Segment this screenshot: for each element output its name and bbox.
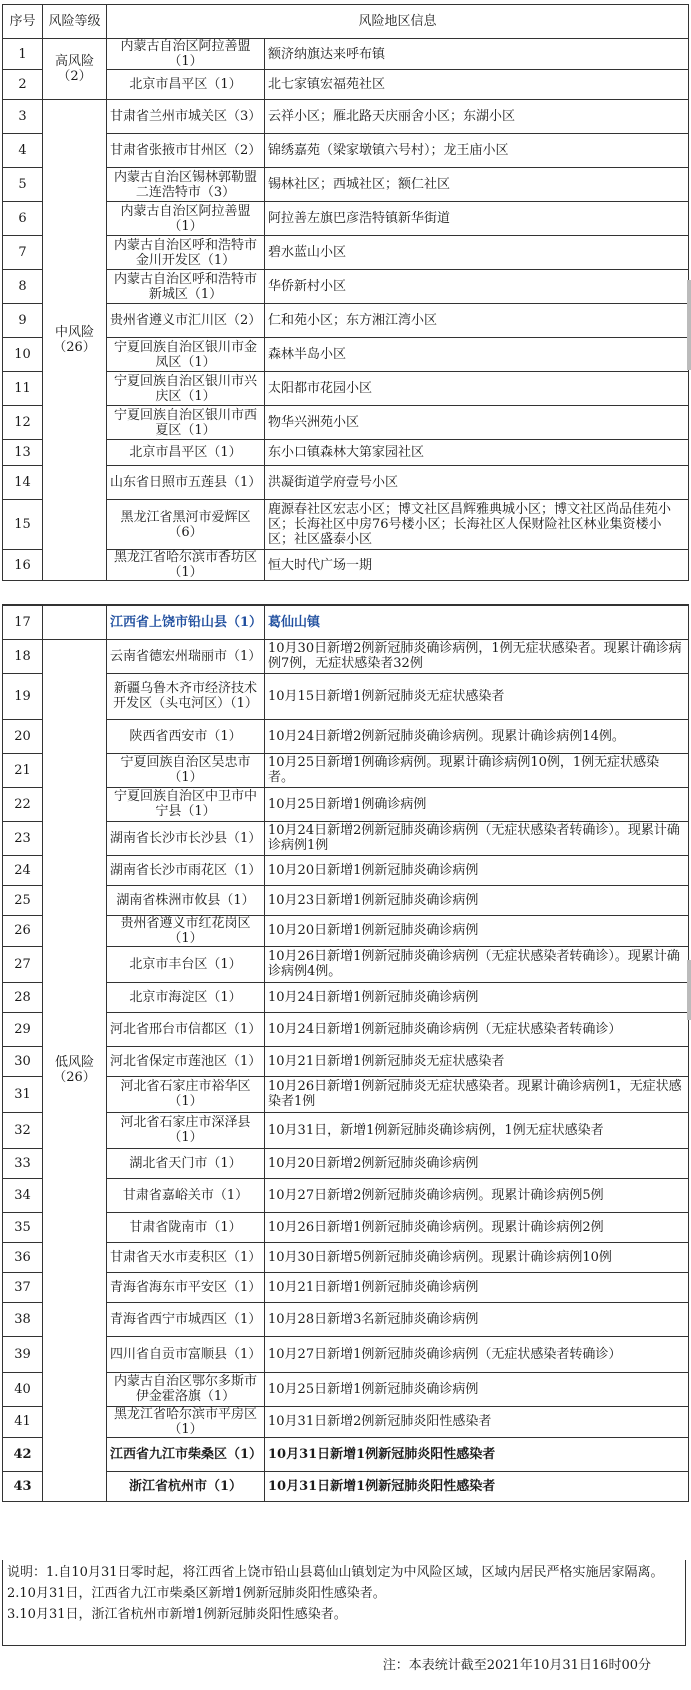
row-area: 青海省西宁市城西区（1）	[107, 1302, 265, 1336]
row-area: 黑龙江省黑河市爱辉区（6）	[107, 500, 265, 550]
row-info: 10月26日新增1例新冠肺炎确诊病例（无症状感染者转确诊）。现累计确诊病例4例。	[265, 946, 689, 982]
row-info: 云祥小区；雁北路天庆丽舍小区；东湖小区	[265, 100, 689, 134]
row-no: 23	[3, 821, 43, 855]
row-info: 10月21日新增1例新冠肺炎无症状感染者	[265, 1046, 689, 1076]
row-no: 5	[3, 168, 43, 202]
row-area: 江西省上饶市铅山县（1）	[107, 605, 265, 639]
row-no: 11	[3, 372, 43, 406]
row-no: 16	[3, 550, 43, 581]
row-info: 物华兴洲苑小区	[265, 406, 689, 440]
note-line-3: 3.10月31日，浙江省杭州市新增1例新冠肺炎阳性感染者。	[7, 1607, 347, 1622]
risk-table-top	[2, 4, 689, 581]
row-area: 浙江省杭州市（1）	[107, 1471, 265, 1501]
row-no: 36	[3, 1242, 43, 1272]
row-info: 北七家镇宏福苑社区	[265, 70, 689, 100]
row-area: 云南省德宏州瑞丽市（1）	[107, 639, 265, 673]
row-info: 10月23日新增1例新冠肺炎确诊病例	[265, 885, 689, 915]
row-area: 贵州省遵义市汇川区（2）	[107, 304, 265, 338]
row-no: 27	[3, 946, 43, 982]
row-no: 24	[3, 855, 43, 885]
row-info: 10月31日新增2例新冠肺炎阳性感染者	[265, 1406, 689, 1437]
row-info: 10月31日新增1例新冠肺炎阳性感染者	[265, 1471, 689, 1501]
row-area: 宁夏回族自治区银川市金凤区（1）	[107, 338, 265, 372]
row-area: 宁夏回族自治区吴忠市（1）	[107, 753, 265, 787]
row-area: 黑龙江省哈尔滨市平房区（1）	[107, 1406, 265, 1437]
row-no: 29	[3, 1012, 43, 1046]
scroll-edge-mark	[687, 960, 691, 1020]
row-area: 北京市海淀区（1）	[107, 982, 265, 1012]
row-no: 3	[3, 100, 43, 134]
row-info: 洪凝街道学府壹号小区	[265, 466, 689, 500]
row-area: 北京市昌平区（1）	[107, 70, 265, 100]
row-info: 鹿源春社区宏志小区；博文社区昌辉雅典城小区；博文社区尚品佳苑小区；长海社区中房76号楼小区；长海社区人保财险社区林业集资楼小区；社区盛泰小区	[265, 500, 689, 550]
level-count: （26）	[53, 340, 96, 355]
level-label: 高风险	[54, 54, 94, 69]
row-area: 四川省自贡市富顺县（1）	[107, 1336, 265, 1372]
note-line-1: 说明：1.自10月31日零时起，将江西省上饶市铅山县葛仙山镇划定为中风险区域，区域内居民严格实施居家隔离。	[7, 1565, 664, 1580]
row-area: 青海省海东市平安区（1）	[107, 1272, 265, 1302]
row-no: 15	[3, 500, 43, 550]
row-no: 1	[3, 39, 43, 70]
row-info: 10月15日新增1例新冠肺炎无症状感染者	[265, 673, 689, 719]
row-no: 12	[3, 406, 43, 440]
row-no: 25	[3, 885, 43, 915]
risk-table-bottom	[2, 604, 689, 1502]
row-area: 内蒙古自治区呼和浩特市新城区（1）	[107, 270, 265, 304]
row-area: 河北省石家庄市裕华区（1）	[107, 1076, 265, 1112]
row-area: 宁夏回族自治区中卫市中宁县（1）	[107, 787, 265, 821]
level-count: （2）	[57, 69, 92, 84]
row-area: 内蒙古自治区呼和浩特市金川开发区（1）	[107, 236, 265, 270]
level-count: （26）	[53, 1070, 96, 1085]
row-area: 贵州省遵义市红花岗区（1）	[107, 915, 265, 946]
level-mid-continued	[43, 605, 107, 639]
row-no: 40	[3, 1372, 43, 1406]
row-info: 10月25日新增1例确诊病例	[265, 787, 689, 821]
scroll-edge-mark	[687, 280, 691, 370]
row-no: 9	[3, 304, 43, 338]
row-info: 锡林社区；西城社区；额仁社区	[265, 168, 689, 202]
row-area: 湖南省株洲市攸县（1）	[107, 885, 265, 915]
row-area: 新疆乌鲁木齐市经济技术开发区（头屯河区）（1）	[107, 673, 265, 719]
row-area: 河北省邢台市信都区（1）	[107, 1012, 265, 1046]
row-area: 甘肃省兰州市城关区（3）	[107, 100, 265, 134]
row-info: 太阳都市花园小区	[265, 372, 689, 406]
row-no: 4	[3, 134, 43, 168]
row-info: 10月24日新增2例新冠肺炎确诊病例。现累计确诊病例14例。	[265, 719, 689, 753]
row-area: 河北省保定市莲池区（1）	[107, 1046, 265, 1076]
table-row	[3, 639, 689, 673]
row-area: 甘肃省嘉峪关市（1）	[107, 1178, 265, 1212]
table-row	[3, 39, 689, 70]
row-info: 森林半岛小区	[265, 338, 689, 372]
row-area: 湖南省长沙市雨花区（1）	[107, 855, 265, 885]
row-info: 华侨新村小区	[265, 270, 689, 304]
row-info: 10月26日新增1例新冠肺炎确诊病例。现累计确诊病例2例	[265, 1212, 689, 1242]
row-area: 山东省日照市五莲县（1）	[107, 466, 265, 500]
row-info: 10月20日新增1例新冠肺炎确诊病例	[265, 915, 689, 946]
row-area: 甘肃省张掖市甘州区（2）	[107, 134, 265, 168]
header-level: 风险等级	[43, 5, 107, 39]
row-info: 恒大时代广场一期	[265, 550, 689, 581]
row-no: 19	[3, 673, 43, 719]
row-area: 内蒙古自治区阿拉善盟（1）	[107, 39, 265, 70]
notes-box	[2, 1560, 686, 1646]
row-area: 湖南省长沙市长沙县（1）	[107, 821, 265, 855]
row-no: 43	[3, 1471, 43, 1501]
row-area: 甘肃省陇南市（1）	[107, 1212, 265, 1242]
row-info: 10月21日新增1例新冠肺炎确诊病例	[265, 1272, 689, 1302]
row-area: 宁夏回族自治区银川市兴庆区（1）	[107, 372, 265, 406]
level-low	[43, 639, 107, 1501]
row-area: 内蒙古自治区鄂尔多斯市伊金霍洛旗（1）	[107, 1372, 265, 1406]
row-area: 内蒙古自治区锡林郭勒盟二连浩特市（3）	[107, 168, 265, 202]
row-no: 22	[3, 787, 43, 821]
row-info: 10月30日新增5例新冠肺炎确诊病例。现累计确诊病例10例	[265, 1242, 689, 1272]
row-info: 额济纳旗达来呼布镇	[265, 39, 689, 70]
row-info: 10月20日新增2例新冠肺炎确诊病例	[265, 1148, 689, 1178]
row-info: 10月31日新增1例新冠肺炎阳性感染者	[265, 1437, 689, 1471]
statistics-footnote: 注：本表统计截至2021年10月31日16时00分	[382, 1658, 651, 1673]
row-info: 10月25日新增1例新冠肺炎确诊病例	[265, 1372, 689, 1406]
row-no: 6	[3, 202, 43, 236]
row-no: 31	[3, 1076, 43, 1112]
row-no: 28	[3, 982, 43, 1012]
row-info: 10月26日新增1例新冠肺炎无症状感染者。现累计确诊病例1，无症状感染者1例	[265, 1076, 689, 1112]
row-info: 东小口镇森林大第家园社区	[265, 440, 689, 466]
row-info: 阿拉善左旗巴彦浩特镇新华街道	[265, 202, 689, 236]
row-no: 41	[3, 1406, 43, 1437]
row-no: 30	[3, 1046, 43, 1076]
row-area: 黑龙江省哈尔滨市香坊区（1）	[107, 550, 265, 581]
row-area: 陕西省西安市（1）	[107, 719, 265, 753]
row-area: 江西省九江市柴桑区（1）	[107, 1437, 265, 1471]
table-row	[3, 605, 689, 639]
header-info: 风险地区信息	[107, 5, 689, 39]
row-area: 河北省石家庄市深泽县（1）	[107, 1112, 265, 1148]
row-area: 内蒙古自治区阿拉善盟（1）	[107, 202, 265, 236]
row-info: 10月28日新增3名新冠肺炎确诊病例	[265, 1302, 689, 1336]
row-info: 10月25日新增1例确诊病例。现累计确诊病例10例，1例无症状感染者。	[265, 753, 689, 787]
row-info: 仁和苑小区；东方湘江湾小区	[265, 304, 689, 338]
row-area: 宁夏回族自治区银川市西夏区（1）	[107, 406, 265, 440]
note-line-2: 2.10月31日，江西省九江市柴桑区新增1例新冠肺炎阳性感染者。	[7, 1586, 386, 1601]
row-no: 33	[3, 1148, 43, 1178]
row-info: 锦绣嘉苑（梁家墩镇六号村）；龙王庙小区	[265, 134, 689, 168]
row-info: 10月31日，新增1例新冠肺炎确诊病例，1例无症状感染者	[265, 1112, 689, 1148]
row-no: 7	[3, 236, 43, 270]
row-no: 39	[3, 1336, 43, 1372]
row-area: 甘肃省天水市麦积区（1）	[107, 1242, 265, 1272]
row-no: 37	[3, 1272, 43, 1302]
level-high	[43, 39, 107, 100]
row-area: 湖北省天门市（1）	[107, 1148, 265, 1178]
row-info: 碧水蓝山小区	[265, 236, 689, 270]
row-info: 10月27日新增2例新冠肺炎确诊病例。现累计确诊病例5例	[265, 1178, 689, 1212]
row-info: 10月27日新增1例新冠肺炎确诊病例（无症状感染者转确诊）	[265, 1336, 689, 1372]
level-label: 低风险	[54, 1055, 94, 1070]
row-no: 14	[3, 466, 43, 500]
row-info: 葛仙山镇	[265, 605, 689, 639]
row-no: 13	[3, 440, 43, 466]
row-no: 21	[3, 753, 43, 787]
row-no: 34	[3, 1178, 43, 1212]
row-no: 35	[3, 1212, 43, 1242]
row-info: 10月24日新增2例新冠肺炎确诊病例（无症状感染者转确诊）。现累计确诊病例1例	[265, 821, 689, 855]
row-area: 北京市丰台区（1）	[107, 946, 265, 982]
level-mid	[43, 100, 107, 581]
row-no: 17	[3, 605, 43, 639]
header-no: 序号	[3, 5, 43, 39]
row-no: 18	[3, 639, 43, 673]
row-no: 32	[3, 1112, 43, 1148]
row-no: 2	[3, 70, 43, 100]
row-info: 10月24日新增1例新冠肺炎确诊病例	[265, 982, 689, 1012]
table-header-row	[3, 5, 689, 39]
row-no: 38	[3, 1302, 43, 1336]
row-info: 10月24日新增1例新冠肺炎确诊病例（无症状感染者转确诊）	[265, 1012, 689, 1046]
row-no: 42	[3, 1437, 43, 1471]
table-row	[3, 100, 689, 134]
row-info: 10月30日新增2例新冠肺炎确诊病例，1例无症状感染者。现累计确诊病例7例，无症状感染者32例	[265, 639, 689, 673]
row-no: 8	[3, 270, 43, 304]
level-label: 中风险	[54, 325, 94, 340]
row-no: 26	[3, 915, 43, 946]
row-info: 10月20日新增1例新冠肺炎确诊病例	[265, 855, 689, 885]
row-no: 10	[3, 338, 43, 372]
row-no: 20	[3, 719, 43, 753]
row-area: 北京市昌平区（1）	[107, 440, 265, 466]
